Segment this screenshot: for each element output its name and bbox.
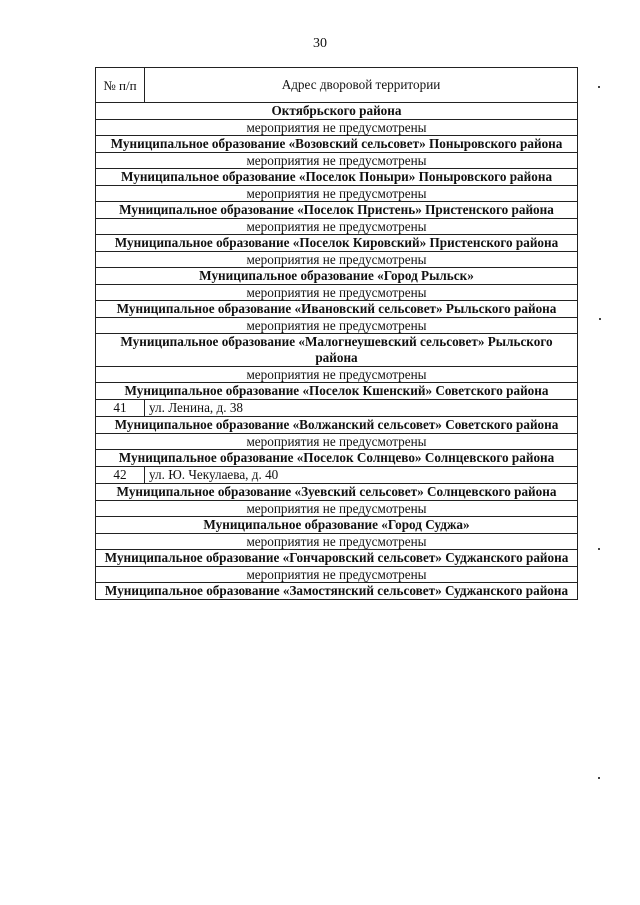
no-measures-text: мероприятия не предусмотрены — [96, 434, 578, 450]
section-heading: Октябрьского района — [96, 103, 578, 120]
address-row — [96, 400, 578, 417]
address-row — [96, 467, 578, 484]
no-measures-text: мероприятия не предусмотрены — [96, 534, 578, 550]
section-heading-row — [96, 301, 578, 318]
no-measures-row — [96, 252, 578, 268]
section-heading: Муниципальное образование «Зуевский сельсовет» Солнцевского района — [96, 484, 578, 501]
no-measures-row — [96, 567, 578, 583]
no-measures-text: мероприятия не предусмотрены — [96, 219, 578, 235]
table-header-row — [96, 68, 578, 103]
no-measures-row — [96, 186, 578, 202]
no-measures-text: мероприятия не предусмотрены — [96, 318, 578, 334]
no-measures-row — [96, 318, 578, 334]
no-measures-row — [96, 367, 578, 383]
no-measures-text: мероприятия не предусмотрены — [96, 285, 578, 301]
section-heading: Муниципальное образование «Поселок Кировский» Пристенского района — [96, 235, 578, 252]
section-heading-row — [96, 268, 578, 285]
section-heading: Муниципальное образование «Гончаровский сельсовет» Суджанского района — [96, 550, 578, 567]
number-column-header: № п/п — [96, 68, 145, 103]
scan-artifact — [598, 548, 600, 550]
no-measures-text: мероприятия не предусмотрены — [96, 501, 578, 517]
section-heading-row — [96, 450, 578, 467]
section-heading-row — [96, 235, 578, 252]
address-table — [95, 67, 578, 600]
row-address: ул. Ленина, д. 38 — [145, 400, 578, 417]
table-body — [96, 103, 578, 600]
scan-artifact — [599, 318, 601, 320]
section-heading-row — [96, 550, 578, 567]
section-heading-row — [96, 517, 578, 534]
no-measures-text: мероприятия не предусмотрены — [96, 567, 578, 583]
section-heading: Муниципальное образование «Поселок Солнцево» Солнцевского района — [96, 450, 578, 467]
no-measures-text: мероприятия не предусмотрены — [96, 153, 578, 169]
no-measures-row — [96, 219, 578, 235]
no-measures-text: мероприятия не предусмотрены — [96, 186, 578, 202]
row-address: ул. Ю. Чекулаева, д. 40 — [145, 467, 578, 484]
no-measures-row — [96, 501, 578, 517]
section-heading-row — [96, 169, 578, 186]
section-heading: Муниципальное образование «Город Рыльск» — [96, 268, 578, 285]
no-measures-row — [96, 534, 578, 550]
section-heading: Муниципальное образование «Поселок Кшенский» Советского района — [96, 383, 578, 400]
no-measures-row — [96, 120, 578, 136]
row-number: 41 — [96, 400, 145, 417]
scan-artifact — [598, 86, 600, 88]
section-heading-row — [96, 136, 578, 153]
section-heading: Муниципальное образование «Малогнеушевский сельсовет» Рыльского района — [96, 334, 578, 367]
section-heading-row — [96, 484, 578, 501]
section-heading: Муниципальное образование «Замостянский сельсовет» Суджанского района — [96, 583, 578, 600]
section-heading: Муниципальное образование «Возовский сельсовет» Поныровского района — [96, 136, 578, 153]
no-measures-row — [96, 434, 578, 450]
section-heading-row — [96, 202, 578, 219]
row-number: 42 — [96, 467, 145, 484]
no-measures-text: мероприятия не предусмотрены — [96, 252, 578, 268]
scan-artifact — [598, 777, 600, 779]
section-heading-row — [96, 583, 578, 600]
no-measures-text: мероприятия не предусмотрены — [96, 367, 578, 383]
address-column-header: Адрес дворовой территории — [145, 68, 578, 103]
section-heading-row — [96, 103, 578, 120]
no-measures-row — [96, 153, 578, 169]
section-heading: Муниципальное образование «Волжанский сельсовет» Советского района — [96, 417, 578, 434]
no-measures-text: мероприятия не предусмотрены — [96, 120, 578, 136]
section-heading: Муниципальное образование «Ивановский сельсовет» Рыльского района — [96, 301, 578, 318]
section-heading-row — [96, 417, 578, 434]
section-heading-row — [96, 334, 578, 367]
section-heading: Муниципальное образование «Поселок Поныри» Поныровского района — [96, 169, 578, 186]
no-measures-row — [96, 285, 578, 301]
section-heading: Муниципальное образование «Город Суджа» — [96, 517, 578, 534]
page-number: 30 — [313, 36, 327, 51]
section-heading: Муниципальное образование «Поселок Пристень» Пристенского района — [96, 202, 578, 219]
section-heading-row — [96, 383, 578, 400]
